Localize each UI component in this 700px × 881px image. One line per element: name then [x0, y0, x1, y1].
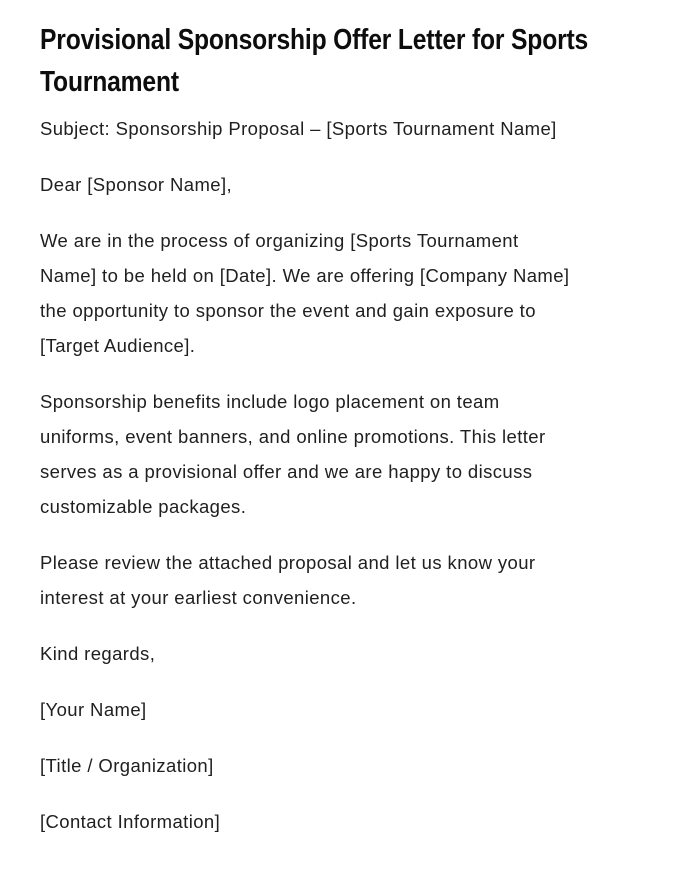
signature-title-organization	[40, 748, 660, 783]
text-line: customizable packages.	[40, 496, 247, 517]
text-line: Subject: Sponsorship Proposal – [Sports Tournament Name]	[40, 118, 557, 139]
body-paragraph-1	[40, 223, 660, 363]
signature-contact	[40, 804, 660, 839]
text-line: [Target Audience].	[40, 335, 196, 356]
body-paragraph-2	[40, 384, 660, 524]
text-line: interest at your earliest convenience.	[40, 587, 357, 608]
text-line: uniforms, event banners, and online promotions. This letter	[40, 426, 546, 447]
text-line: the opportunity to sponsor the event and gain exposure to	[40, 300, 536, 321]
closing	[40, 636, 660, 671]
text-line: Please review the attached proposal and let us know your	[40, 552, 536, 573]
text-line: [Your Name]	[40, 699, 147, 720]
text-line: Dear [Sponsor Name],	[40, 174, 233, 195]
document-title-line-2: Tournament	[40, 66, 179, 98]
text-line: We are in the process of organizing [Sports Tournament	[40, 230, 519, 251]
signature-name	[40, 692, 660, 727]
text-line: Name] to be held on [Date]. We are offering [Company Name]	[40, 265, 570, 286]
salutation	[40, 167, 660, 202]
text-line: Sponsorship benefits include logo placement on team	[40, 391, 500, 412]
text-line: [Title / Organization]	[40, 755, 214, 776]
text-line: [Contact Information]	[40, 811, 221, 832]
document-title	[40, 19, 589, 103]
text-line: Kind regards,	[40, 643, 156, 664]
text-line: serves as a provisional offer and we are happy to discuss	[40, 461, 533, 482]
document-title-line-1: Provisional Sponsorship Offer Letter for Sports	[40, 24, 589, 56]
subject-line	[40, 111, 660, 146]
body-paragraph-3	[40, 545, 660, 615]
